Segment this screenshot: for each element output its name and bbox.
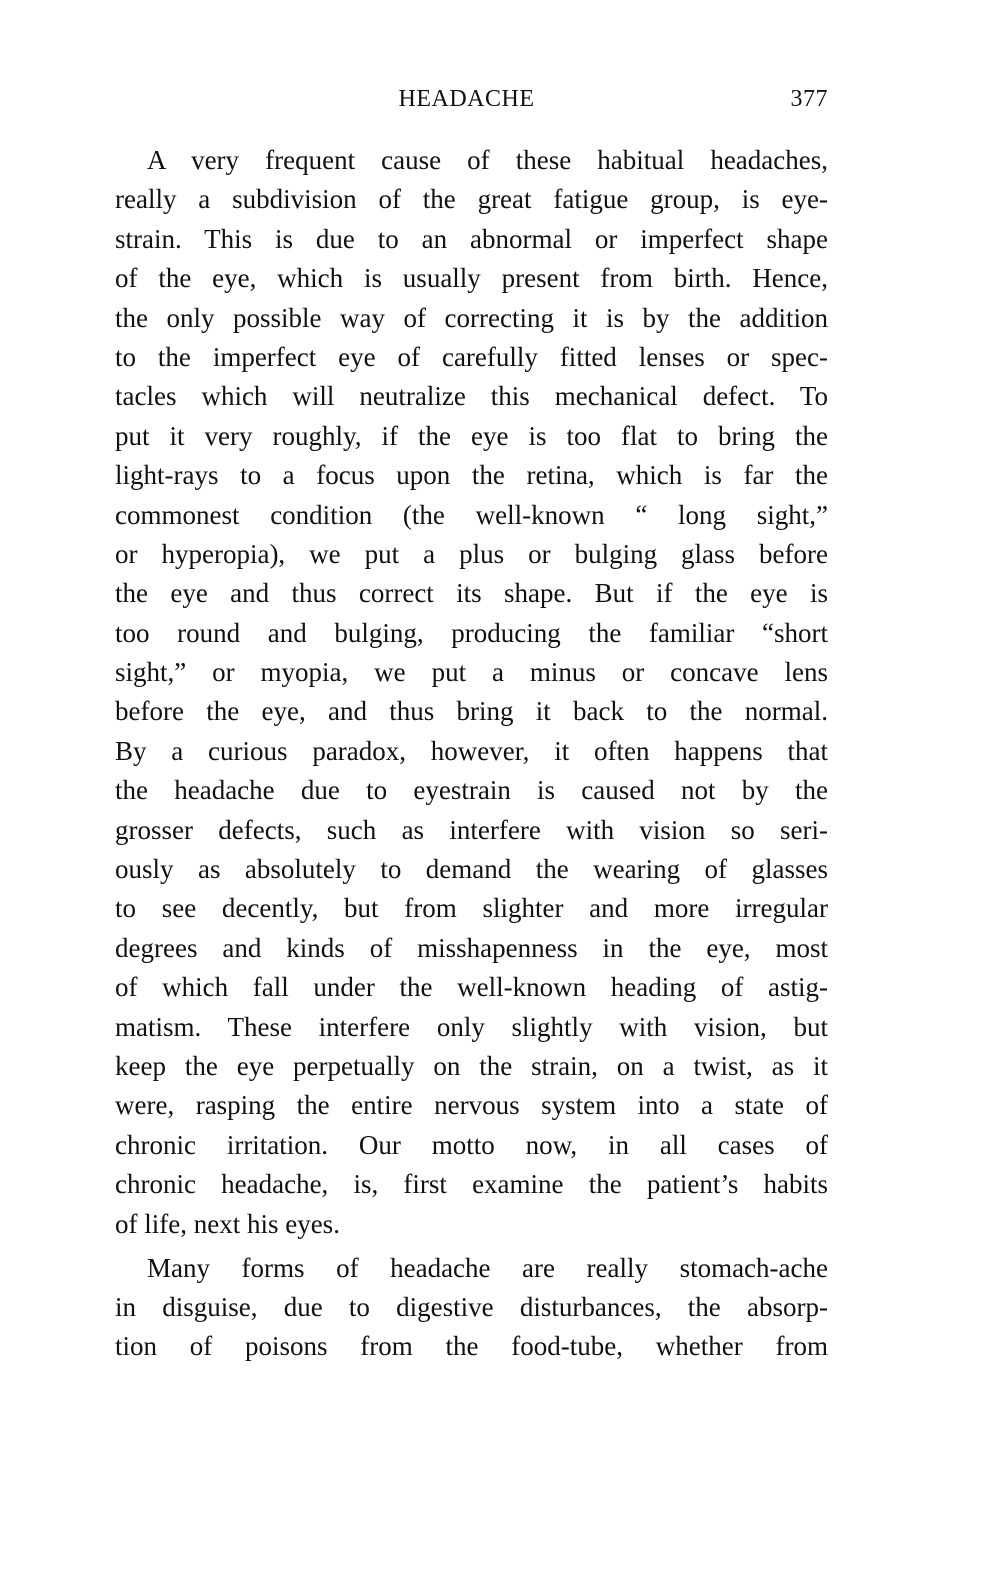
text-line: sight,” or myopia, we put a minus or concave lens: [115, 657, 828, 688]
text-line: put it very roughly, if the eye is too flat to bring the: [115, 420, 828, 451]
text-line: tacles which will neutralize this mechanical defect. To: [115, 381, 828, 412]
text-line: in disguise, due to digestive disturbances, the absorp-: [115, 1291, 828, 1322]
text-line: of the eye, which is usually present from birth. Hence,: [115, 263, 828, 294]
page-number: 377: [790, 86, 828, 112]
text-line: Many forms of headache are really stomach-ache: [147, 1252, 828, 1283]
text-line: chronic headache, is, first examine the patient’s habits: [115, 1169, 828, 1200]
text-line: the headache due to eyestrain is caused not by the: [115, 775, 828, 806]
text-line: of life, next his eyes.: [115, 1208, 340, 1239]
paragraph-eyestrain: [115, 141, 828, 1244]
text-line: chronic irritation. Our motto now, in all cases of: [115, 1129, 828, 1160]
running-head: [115, 86, 828, 120]
text-line: A very frequent cause of these habitual headaches,: [147, 145, 828, 175]
text-line: or hyperopia), we put a plus or bulging glass before: [115, 538, 828, 569]
text-line: were, rasping the entire nervous system into a state of: [115, 1090, 828, 1121]
text-line: light-rays to a focus upon the retina, which is far the: [115, 460, 828, 491]
text-line: strain. This is due to an abnormal or imperfect shape: [115, 223, 828, 254]
text-line: the eye and thus correct its shape. But if the eye is: [115, 578, 828, 609]
text-line: degrees and kinds of misshapenness in the eye, most: [115, 932, 828, 963]
text-line: before the eye, and thus bring it back to the normal.: [115, 696, 828, 727]
text-line: By a curious paradox, however, it often happens that: [115, 735, 828, 766]
text-line: to see decently, but from slighter and more irregular: [115, 893, 828, 924]
text-line: too round and bulging, producing the familiar “short: [115, 617, 828, 648]
text-line: grosser defects, such as interfere with vision so seri-: [115, 814, 828, 845]
text-line: matism. These interfere only slightly with vision, but: [115, 1011, 828, 1042]
body-text: [115, 141, 828, 1367]
text-line: tion of poisons from the food-tube, whether from: [115, 1331, 828, 1362]
chapter-title: HEADACHE: [398, 86, 535, 112]
text-line: keep the eye perpetually on the strain, on a twist, as it: [115, 1050, 828, 1081]
text-line: commonest condition (the well-known “ long sight,”: [115, 499, 828, 530]
text-line: to the imperfect eye of carefully fitted lenses or spec-: [115, 341, 828, 372]
text-line: really a subdivision of the great fatigue group, is eye-: [115, 184, 828, 215]
paragraph-stomach: [115, 1249, 828, 1367]
text-line: ously as absolutely to demand the wearing of glasses: [115, 854, 828, 885]
text-line: the only possible way of correcting it is by the addition: [115, 302, 828, 333]
text-line: of which fall under the well-known heading of astig-: [115, 972, 828, 1003]
